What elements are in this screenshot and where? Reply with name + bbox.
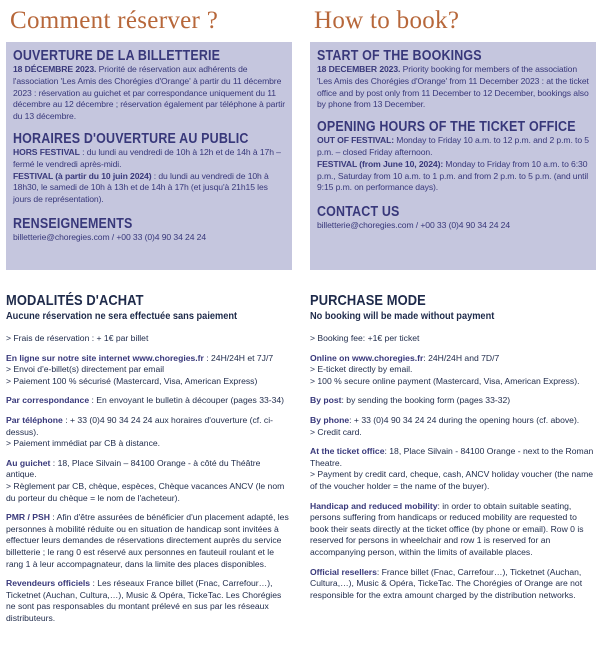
box-heading-contact-en: CONTACT US [317,204,400,221]
online-block-fr [6,353,292,388]
info-box-en [310,42,596,270]
online-label-fr[interactable]: En ligne sur notre site internet www.choregies.fr [6,352,204,363]
online-bullet-1-fr: > Envoi d'e-billet(s) directement par email [6,364,165,375]
box-heading-opening-en: START OF THE BOOKINGS [317,48,482,64]
resellers-text-en: : France billet (Fnac, Carrefour…), Ticketnet (Auchan, Cultura,…), Music & Opéra, TickeTac. The Chorégies of Orange are not responsible for the extra amount charged by the distribution networks. [310,566,583,600]
resellers-block-en [310,567,596,602]
mail-block-en [310,395,596,407]
mail-block-fr [6,395,292,407]
box-label-offseason-fr: HORS FESTIVAL [13,146,80,157]
booking-fee-en: > Booking fee: +1€ per ticket [310,333,420,343]
box-text-fr: Priorité de réservation aux adhérents de l'association 'Les Amis des Chorégies d'Orange' à partir du 11 décembre 2023 : réservation au guichet et par correspondance uniquement du 11 décembre au 12 décembre ; réservation également par téléphone à partir du 13 décembre. [13,64,285,122]
contact-line-fr[interactable]: billetterie@choregies.com / +00 33 (0)4 90 34 24 24 [13,231,207,242]
box-heading-hours-en: OPENING HOURS OF THE TICKET OFFICE [317,119,576,136]
english-column [310,0,596,601]
resellers-label-en: Official resellers [310,566,377,577]
phone-text-fr: : + 33 (0)4 90 34 24 24 aux horaires d'ouverture (cf. ci-dessus). [6,414,273,437]
online-text-fr: : 24H/24H et 7J/7 [203,352,274,363]
box-text-festival-en: Monday to Friday from 10 a.m. to 6:30 p.m., Saturday from 10 a.m. to 1 p.m. and from 2 p.m. to 5 p.m. (and until 9:15 p.m. on performance days). [317,158,589,193]
resellers-label-fr: Revendeurs officiels [6,578,91,589]
page-title-en: How to book? [314,7,460,34]
online-label-en[interactable]: Online on www.choregies.fr [310,352,424,363]
phone-text-en: : + 33 (0)4 90 34 24 24 during the opening hours (cf. above). [349,414,580,425]
box-text-offseason-en: Monday to Friday 10 a.m. to 12 p.m. and 2 p.m. to 5 p.m. – closed Friday afternoon. [317,135,589,157]
desk-block-en [310,446,596,492]
desk-text-fr: : 18, Place Silvain – 84100 Orange - à côté du Théâtre antique. [6,457,261,480]
box-paragraph-opening-en [317,64,590,111]
online-bullet-2-en: > 100 % secure online payment (Mastercard, Visa, American Express). [310,375,580,386]
box-text-en: Priority booking for members of the association 'Les Amis des Chorégies d'Orange' from 11 December 2023 : at the ticket office and by post only from 11 December to 12 December, bookings also by phone from 13 December. [317,64,589,110]
mail-text-fr: : En envoyant le bulletin à découper (pages 33-34) [89,395,285,406]
online-bullet-1-en: > E-ticket directly by email. [310,364,413,375]
box-paragraph-offseason-en [317,135,590,159]
desk-label-en: At the ticket office [310,446,385,457]
desk-label-fr: Au guichet [6,457,51,468]
box-heading-hours-fr: HORAIRES D'OUVERTURE AU PUBLIC [13,130,249,147]
box-date-en: 18 DECEMBER 2023. [317,64,401,74]
box-heading-opening-fr: OUVERTURE DE LA BILLETTERIE [13,48,221,64]
box-label-offseason-en: OUT OF FESTIVAL: [317,135,395,146]
box-text-offseason-fr: : du lundi au vendredi de 10h à 12h et de 14h à 17h – fermé le vendredi après-midi. [13,146,281,169]
resellers-text-fr: : Les réseaux France billet (Fnac, Carrefour…), Ticketnet (Auchan, Cultura,…), Music & Opéra, TickeTac. Les Chorégies ne sont pas responsables du montant prélevé en sus par les réseaux distributeurs. [6,578,282,623]
box-paragraph-festival-fr [13,171,286,206]
resellers-block-fr [6,578,292,624]
phone-block-fr [6,415,292,450]
box-text-festival-fr: : du lundi au vendredi de 10h à 18h30, le samedi de 10h à 13h et de 14h à 17h (et jusqu'à 21h15 les jours de représentation). [13,170,269,205]
box-paragraph-offseason-fr [13,147,286,171]
pmr-text-en: : in order to obtain suitable seating, persons suffering from handicaps or reduced mobility are requested to book their seats directly at the ticket office (by phone or email). Row 0 is reserved for persons in wheelchair and row 1 is reserved for an accompanying person, within the limits of available places. [310,500,584,557]
pmr-block-fr [6,512,292,570]
box-paragraph-opening-fr [13,64,286,123]
box-label-festival-en: FESTIVAL (from June 10, 2024): [317,158,444,169]
pmr-text-fr: : Afin d'être assurées de bénéficier d'un placement adapté, les personnes à mobilité réduite ou en situation de handicap sont invitées à effectuer leurs demandes de réservations directement auprès du service billetterie ; le rang 0 est réservé aux personnes en fauteuil roulant et le rang 1 à leur accompagnateur, dans la limite des places disponibles. [6,512,289,569]
phone-label-en: By phone [310,414,350,425]
box-paragraph-festival-en [317,159,590,194]
online-block-en [310,353,596,388]
online-bullet-2-fr: > Paiement 100 % sécurisé (Mastercard, Visa, American Express) [6,375,258,386]
phone-block-en [310,415,596,438]
section-subtitle-fr: Aucune réservation ne sera effectuée sans paiement [6,310,238,322]
pmr-block-en [310,501,596,559]
phone-label-fr: Par téléphone [6,414,63,425]
french-column [6,0,292,624]
page-title-fr: Comment réserver ? [10,7,219,34]
pmr-label-fr: PMR / PSH [6,512,50,523]
box-date-fr: 18 DÉCEMBRE 2023. [13,64,97,74]
phone-bullet-en: > Credit card. [310,426,362,437]
section-subtitle-en: No booking will be made without payment [310,310,495,322]
box-heading-contact-fr: RENSEIGNEMENTS [13,215,133,232]
desk-bullet-fr: > Règlement par CB, chèque, espèces, Chèque vacances ANCV (le nom du porteur du chèque = le nom de l'acheteur). [6,480,285,503]
info-box-fr [6,42,292,270]
mail-label-fr: Par correspondance [6,395,90,406]
box-label-festival-fr: FESTIVAL (à partir du 10 juin 2024) [13,170,152,181]
section-title-en: PURCHASE MODE [310,292,426,309]
desk-block-fr [6,458,292,504]
desk-text-en: : 18, Place Silvain - 84100 Orange - next to the Roman Theatre. [310,446,594,468]
online-text-en: : 24H/24H and 7D/7 [423,352,500,363]
mail-text-en: : by sending the booking form (pages 33-32) [341,395,511,406]
desk-bullet-en: > Payment by credit card, cheque, cash, ANCV holiday voucher (the name of the voucher holder = the name of the buyer). [310,469,594,491]
pmr-label-en: Handicap and reduced mobility [310,500,438,511]
section-title-fr: MODALITÉS D'ACHAT [6,292,144,309]
contact-line-en[interactable]: billetterie@choregies.com / +00 33 (0)4 90 34 24 24 [317,220,511,231]
phone-bullet-fr: > Paiement immédiat par CB à distance. [6,438,161,449]
booking-fee-fr: > Frais de réservation : + 1€ par billet [6,333,149,343]
mail-label-en: By post [310,395,342,406]
